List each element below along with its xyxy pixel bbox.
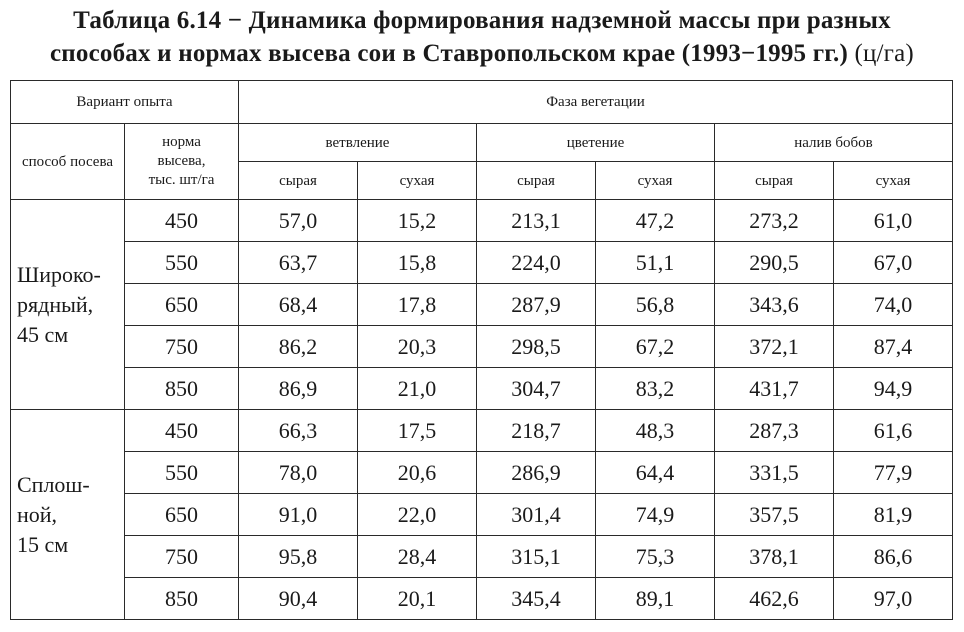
table-row [11,494,953,536]
header-phase-branching: ветвление [239,124,477,162]
value-cell: 20,1 [358,578,477,620]
value-cell: 95,8 [239,536,358,578]
table-row [11,410,953,452]
value-cell: 64,4 [596,452,715,494]
biomass-table [10,80,953,620]
value-cell: 213,1 [477,200,596,242]
seeding-rate-cell: 550 [125,452,239,494]
caption-units: (ц/га) [854,40,914,67]
value-cell: 15,8 [358,242,477,284]
seeding-rate-cell: 650 [125,284,239,326]
seeding-rate-cell: 650 [125,494,239,536]
value-cell: 286,9 [477,452,596,494]
value-cell: 372,1 [715,326,834,368]
value-cell: 290,5 [715,242,834,284]
value-cell: 47,2 [596,200,715,242]
seeding-rate-cell: 850 [125,578,239,620]
table-row [11,326,953,368]
header-method: способ посева [11,124,125,200]
sowing-method-line: Сплош- [17,471,90,497]
value-cell: 94,9 [834,368,953,410]
value-cell: 301,4 [477,494,596,536]
sowing-method-line: ной, [17,501,58,527]
value-cell: 86,2 [239,326,358,368]
sowing-method-line: Широко- [17,261,101,287]
value-cell: 20,3 [358,326,477,368]
value-cell: 51,1 [596,242,715,284]
value-cell: 287,9 [477,284,596,326]
value-cell: 90,4 [239,578,358,620]
value-cell: 224,0 [477,242,596,284]
value-cell: 287,3 [715,410,834,452]
value-cell: 67,0 [834,242,953,284]
value-cell: 74,9 [596,494,715,536]
value-cell: 17,8 [358,284,477,326]
header-dry: сухая [358,162,477,200]
table-row [11,578,953,620]
value-cell: 15,2 [358,200,477,242]
value-cell: 75,3 [596,536,715,578]
value-cell: 218,7 [477,410,596,452]
seeding-rate-cell: 550 [125,242,239,284]
table-row [11,452,953,494]
value-cell: 91,0 [239,494,358,536]
seeding-rate-cell: 450 [125,410,239,452]
table-row [11,284,953,326]
header-wet: сырая [477,162,596,200]
value-cell: 86,6 [834,536,953,578]
value-cell: 298,5 [477,326,596,368]
header-norm-line-3: тыс. шт/га [148,172,215,188]
value-cell: 74,0 [834,284,953,326]
header-row-1 [11,81,953,124]
value-cell: 22,0 [358,494,477,536]
value-cell: 345,4 [477,578,596,620]
value-cell: 68,4 [239,284,358,326]
value-cell: 357,5 [715,494,834,536]
caption-line-1: Таблица 6.14 − Динамика формирования надземной массы при разных [73,7,891,34]
table-row [11,368,953,410]
value-cell: 63,7 [239,242,358,284]
value-cell: 315,1 [477,536,596,578]
header-phase-flowering: цветение [477,124,715,162]
table-row [11,536,953,578]
value-cell: 66,3 [239,410,358,452]
value-cell: 83,2 [596,368,715,410]
sowing-method-cell [11,200,125,410]
value-cell: 378,1 [715,536,834,578]
value-cell: 273,2 [715,200,834,242]
value-cell: 81,9 [834,494,953,536]
value-cell: 431,7 [715,368,834,410]
header-phase-pod-filling: налив бобов [715,124,953,162]
caption-line-2-text: способах и нормах высева сои в Ставропольском крае (1993−1995 гг.) [50,40,848,67]
value-cell: 331,5 [715,452,834,494]
value-cell: 48,3 [596,410,715,452]
seeding-rate-cell: 750 [125,326,239,368]
value-cell: 77,9 [834,452,953,494]
value-cell: 61,6 [834,410,953,452]
header-norm-line-2: высева, [157,153,206,169]
value-cell: 56,8 [596,284,715,326]
value-cell: 89,1 [596,578,715,620]
value-cell: 343,6 [715,284,834,326]
header-dry: сухая [596,162,715,200]
header-variant: Вариант опыта [11,81,239,124]
header-norm [125,124,239,200]
header-wet: сырая [715,162,834,200]
sowing-method-line: 45 см [17,321,69,347]
value-cell: 21,0 [358,368,477,410]
sowing-method-line: 15 см [17,531,69,557]
header-dry: сухая [834,162,953,200]
value-cell: 20,6 [358,452,477,494]
value-cell: 57,0 [239,200,358,242]
value-cell: 304,7 [477,368,596,410]
seeding-rate-cell: 750 [125,536,239,578]
value-cell: 97,0 [834,578,953,620]
value-cell: 28,4 [358,536,477,578]
value-cell: 17,5 [358,410,477,452]
seeding-rate-cell: 450 [125,200,239,242]
value-cell: 87,4 [834,326,953,368]
caption-line-2 [0,37,964,70]
sowing-method-line: рядный, [17,291,94,317]
table-row [11,200,953,242]
header-row-2 [11,124,953,162]
table-caption [0,4,964,70]
header-phase: Фаза вегетации [239,81,953,124]
value-cell: 462,6 [715,578,834,620]
value-cell: 86,9 [239,368,358,410]
header-norm-line-1: норма [162,134,201,150]
table-row [11,242,953,284]
value-cell: 78,0 [239,452,358,494]
sowing-method-cell [11,410,125,620]
header-wet: сырая [239,162,358,200]
value-cell: 67,2 [596,326,715,368]
seeding-rate-cell: 850 [125,368,239,410]
value-cell: 61,0 [834,200,953,242]
